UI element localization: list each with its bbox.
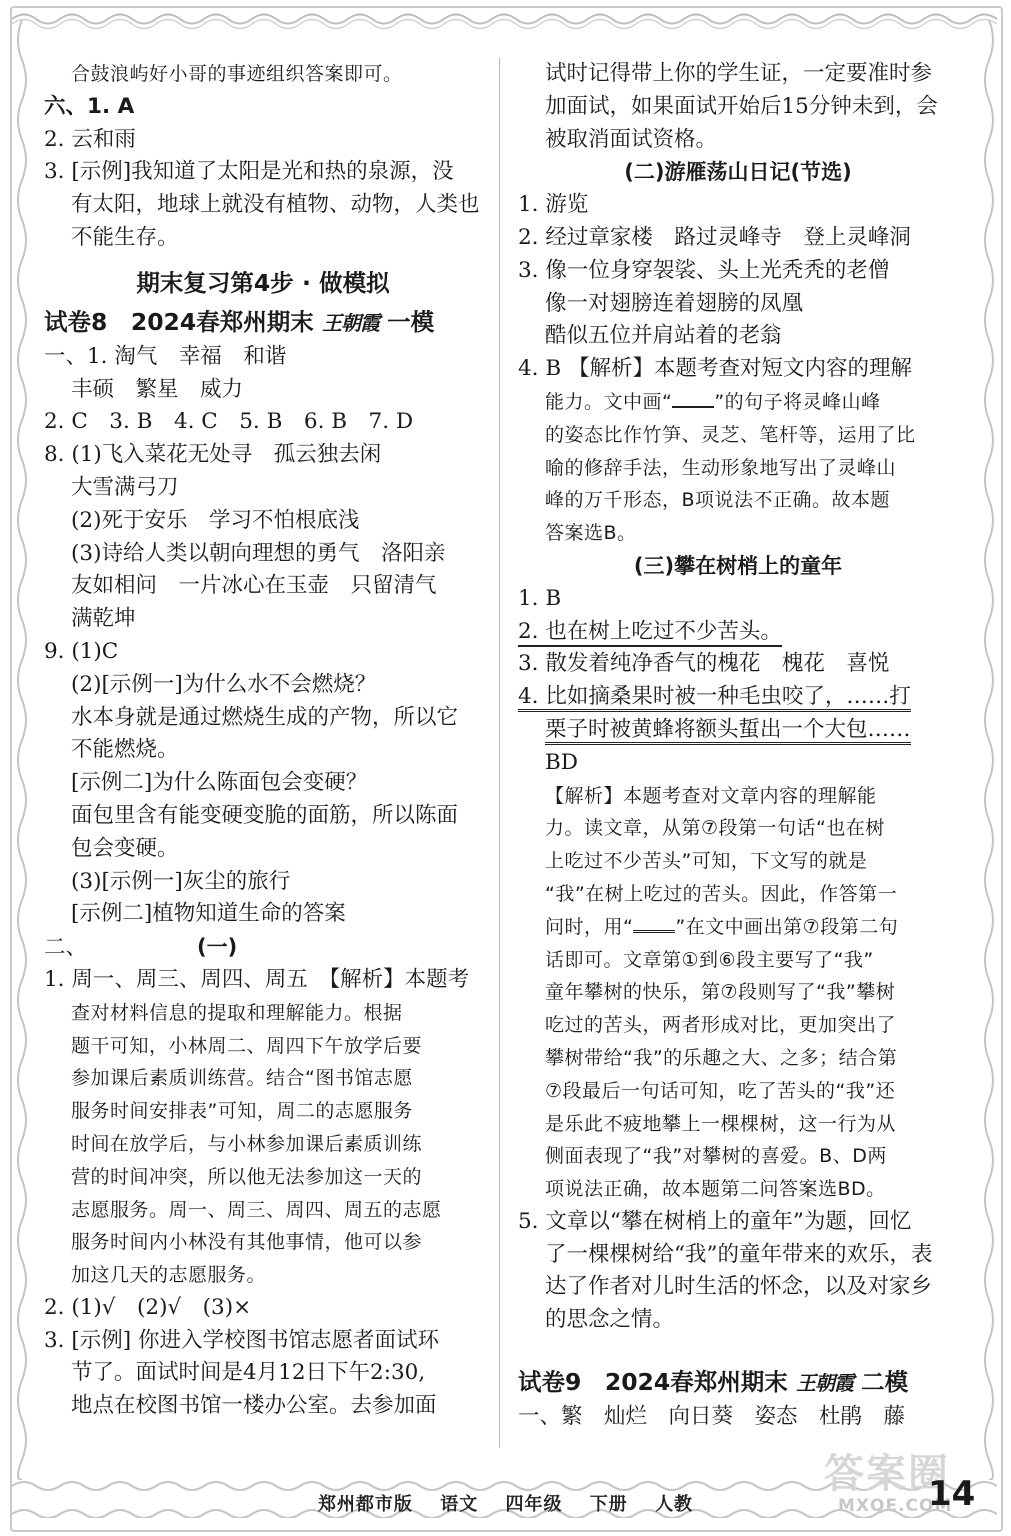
exam-8-title bbox=[44, 303, 482, 341]
answer-line: 酷似五位并肩站着的老翁 bbox=[545, 323, 782, 349]
analysis-line: ⑦段最后一句话可知，吃了苦头的“我”还 bbox=[545, 1079, 896, 1102]
footer-term: 下册 bbox=[589, 1494, 628, 1515]
answer-line bbox=[518, 681, 958, 714]
answer-line: 丰硕 繁星 威力 bbox=[71, 376, 244, 402]
answer-line: 加面试，如果面试开始后15分钟未到，会 bbox=[545, 93, 938, 119]
analysis-text: 问时，用“ bbox=[545, 915, 634, 938]
decorative-wave-border-left bbox=[12, 20, 36, 1480]
analysis-line: 的姿态比作竹笋、灵芝、笔杆等，运用了比 bbox=[545, 423, 916, 446]
answer-line: 试时记得带上你的学生证，一定要准时参 bbox=[545, 61, 933, 86]
analysis-line: 喻的修辞手法，生动形象地写出了灵峰山 bbox=[545, 456, 897, 479]
watermark-en: MXQE.COM bbox=[838, 1496, 953, 1516]
left-column bbox=[44, 58, 482, 1423]
answer-line: 的思念之情。 bbox=[545, 1307, 675, 1333]
analysis-line: 上吃过不少苦头”可知，下文写的就是 bbox=[545, 850, 868, 873]
answer-line: 节了。面试时间是4月12日下午2:30, bbox=[71, 1360, 426, 1386]
answer-line: 2. 经过章家楼 路过灵峰寺 登上灵峰洞 bbox=[518, 224, 911, 250]
exam-9-title-suffix: 二模 bbox=[852, 1368, 909, 1397]
answer-line: 有太阳，地球上就没有植物、动物，人类也 bbox=[71, 192, 480, 218]
answer-line: 3. 散发着纯净香气的槐花 槐花 喜悦 bbox=[518, 651, 890, 677]
double-underlined-answer: 栗子时被黄蜂将额头蜇出一个大包…… bbox=[545, 717, 911, 745]
analysis-line: 答案选B。 bbox=[545, 522, 637, 545]
decorative-wave-border-right bbox=[975, 20, 999, 1480]
part-two-label: 二、 bbox=[44, 935, 88, 961]
answer-line: 一、1. 淘气 幸福 和谐 bbox=[44, 343, 287, 369]
footer-edition: 郑州都市版 bbox=[317, 1494, 413, 1515]
footer-publisher: 人教 bbox=[655, 1494, 694, 1515]
analysis-line: 峰的万千形态，B项说法不正确。故本题 bbox=[545, 489, 891, 512]
analysis-line: 服务时间安排表”可知，周二的志愿服务 bbox=[71, 1100, 413, 1123]
answer-line: 包会变硬。 bbox=[71, 835, 179, 861]
subsection-title-yandang: (二)游雁荡山日记(节选) bbox=[624, 160, 852, 185]
answer-line: 水本身就是通过燃烧生成的产物，所以它 bbox=[71, 704, 459, 730]
analysis-line: 服务时间内小林没有其他事情，他可以参 bbox=[71, 1231, 423, 1254]
column-divider bbox=[499, 58, 500, 1448]
footer-subject: 语文 bbox=[440, 1494, 479, 1515]
answer-line: 2. C 3. B 4. C 5. B 6. B 7. D bbox=[44, 409, 414, 435]
answer-line: 被取消面试资格。 bbox=[545, 126, 718, 152]
analysis-line: 查对材料信息的提取和理解能力。根据 bbox=[71, 1001, 403, 1024]
answer-line: 2. (1)√ (2)√ (3)× bbox=[44, 1294, 252, 1320]
analysis-line: “我”在树上吃过的苦头。因此，作答第一 bbox=[545, 882, 898, 905]
answer-line: 4. B 【解析】本题考查对短文内容的理解 bbox=[518, 356, 912, 382]
analysis-line: 参加课后素质训练营。结合“图书馆志愿 bbox=[71, 1067, 413, 1090]
answer-line: (3)诗给人类以朝向理想的勇气 洛阳亲 bbox=[71, 540, 446, 566]
analysis-line: 题干可知，小林周二、周四下午放学后要 bbox=[71, 1034, 423, 1057]
exam-8-brand: 王朝霞 bbox=[321, 310, 379, 335]
answer-line: 六、1. A bbox=[44, 93, 135, 119]
answer-line bbox=[518, 714, 958, 747]
decorative-wave-border-top bbox=[12, 8, 997, 30]
exam-9-title-text: 试卷9 2024春郑州期末 bbox=[518, 1368, 796, 1397]
analysis-line: 是乐此不疲地攀上一棵棵树，这一行为从 bbox=[545, 1112, 897, 1135]
answer-line: 1. 游览 bbox=[518, 192, 589, 218]
answer-line: 面包里含有能变硬变脆的面筋，所以陈面 bbox=[71, 802, 459, 828]
analysis-text: 能力。文中画“ bbox=[545, 390, 673, 413]
answer-line: 一、繁 灿烂 向日葵 姿态 杜鹃 藤 bbox=[518, 1404, 906, 1430]
exam-9-title bbox=[518, 1363, 958, 1401]
answer-line: 9. (1)C bbox=[44, 638, 119, 664]
analysis-line: 加这几天的志愿服务。 bbox=[71, 1264, 267, 1287]
analysis-text: ”的句子将灵峰山峰 bbox=[714, 390, 881, 413]
answer-line: 不能燃烧。 bbox=[71, 737, 179, 763]
analysis-line: 【解析】本题考查对文章内容的理解能 bbox=[545, 784, 877, 807]
answer-line: BD bbox=[545, 749, 579, 775]
part-two-header bbox=[44, 931, 482, 964]
answer-line: 合鼓浪屿好小哥的事迹组织答案即可。 bbox=[71, 63, 403, 85]
answer-line: 达了作者对儿时生活的怀念，以及对家乡 bbox=[545, 1274, 933, 1300]
answer-line: 8. (1)飞入菜花无处寻 孤云独去闲 bbox=[44, 442, 382, 468]
answer-line: (2)[示例一]为什么水不会燃烧？ bbox=[71, 671, 377, 697]
exam-8-title-suffix: 一模 bbox=[378, 307, 435, 336]
exam-9-brand: 王朝霞 bbox=[795, 1371, 853, 1396]
double-underlined-answer: 4. 比如摘桑果时被一种毛虫咬了，……打 bbox=[518, 684, 911, 712]
analysis-line bbox=[518, 911, 958, 944]
analysis-line bbox=[518, 386, 958, 419]
analysis-line: 时间在放学后，与小林参加课后素质训练 bbox=[71, 1132, 423, 1155]
answer-line: (3)[示例一]灰尘的旅行 bbox=[71, 868, 291, 894]
answer-line: 5. 文章以“攀在树梢上的童年”为题，回忆 bbox=[518, 1208, 912, 1234]
double-underline-blank bbox=[633, 912, 675, 933]
answer-line: 2. 云和雨 bbox=[44, 126, 136, 152]
analysis-line: 攀树带给“我”的乐趣之大、之多；结合第 bbox=[545, 1046, 898, 1069]
right-column bbox=[518, 58, 958, 1434]
analysis-line: 话即可。文章第①到⑥段主要写了“我” bbox=[545, 948, 874, 971]
answer-line: 友如相问 一片冰心在玉壶 只留清气 bbox=[71, 573, 437, 599]
section-title-review-step-4: 期末复习第4步 · 做模拟 bbox=[136, 268, 390, 297]
answer-line: 不能生存。 bbox=[71, 224, 179, 250]
underline-blank bbox=[672, 388, 714, 408]
answer-line: 1. 周一、周三、周四、周五 【解析】本题考 bbox=[44, 966, 470, 992]
answer-line: (2)死于安乐 学习不怕根底浅 bbox=[71, 507, 360, 533]
answer-line: 3. [示例] 你进入学校图书馆志愿者面试环 bbox=[44, 1327, 439, 1353]
answer-line: 地点在校图书馆一楼办公室。去参加面 bbox=[71, 1393, 437, 1419]
answer-line: [示例二]为什么陈面包会变硬？ bbox=[71, 770, 368, 796]
watermark-cn: 答案圈 bbox=[824, 1451, 950, 1497]
analysis-line: 项说法正确，故本题第二问答案选BD。 bbox=[545, 1178, 886, 1201]
exam-8-title-text: 试卷8 2024春郑州期末 bbox=[44, 307, 322, 336]
analysis-line: 营的时间冲突，所以他无法参加这一天的 bbox=[71, 1165, 423, 1188]
answer-line: 1. B bbox=[518, 585, 562, 611]
answer-line: 像一对翅膀连着翅膀的凤凰 bbox=[545, 290, 804, 316]
part-two-subsection-1: (一) bbox=[197, 935, 238, 960]
page-number: 14 bbox=[928, 1474, 976, 1514]
answer-line: 大雪满弓刀 bbox=[71, 474, 179, 500]
analysis-text: ”在文中画出第⑦段第二句 bbox=[675, 915, 899, 938]
answer-line bbox=[518, 616, 958, 649]
analysis-line: 吃过的苦头，两者形成对比，更加突出了 bbox=[545, 1014, 897, 1037]
analysis-line: 侧面表现了“我”对攀树的喜爱。B、D两 bbox=[545, 1145, 887, 1168]
answer-line: 3. 像一位身穿袈裟、头上光秃秃的老僧 bbox=[518, 257, 890, 283]
answer-line: 满乾坤 bbox=[71, 606, 136, 632]
footer-grade: 四年级 bbox=[505, 1494, 563, 1515]
analysis-line: 力。读文章，从第⑦段第一句话“也在树 bbox=[545, 817, 885, 840]
answer-line: 3. [示例]我知道了太阳是光和热的泉源，没 bbox=[44, 159, 454, 185]
subsection-title-childhood: (三)攀在树梢上的童年 bbox=[633, 553, 843, 578]
underlined-answer: 2. 也在树上吃过不少苦头。 bbox=[518, 619, 782, 647]
answer-line: [示例二]植物知道生命的答案 bbox=[71, 901, 346, 927]
analysis-line: 童年攀树的快乐，第⑦段则写了“我”攀树 bbox=[545, 981, 896, 1004]
analysis-line: 志愿服务。周一、周三、周四、周五的志愿 bbox=[71, 1198, 442, 1221]
answer-line: 了一棵棵树给“我”的童年带来的欢乐，表 bbox=[545, 1241, 933, 1267]
